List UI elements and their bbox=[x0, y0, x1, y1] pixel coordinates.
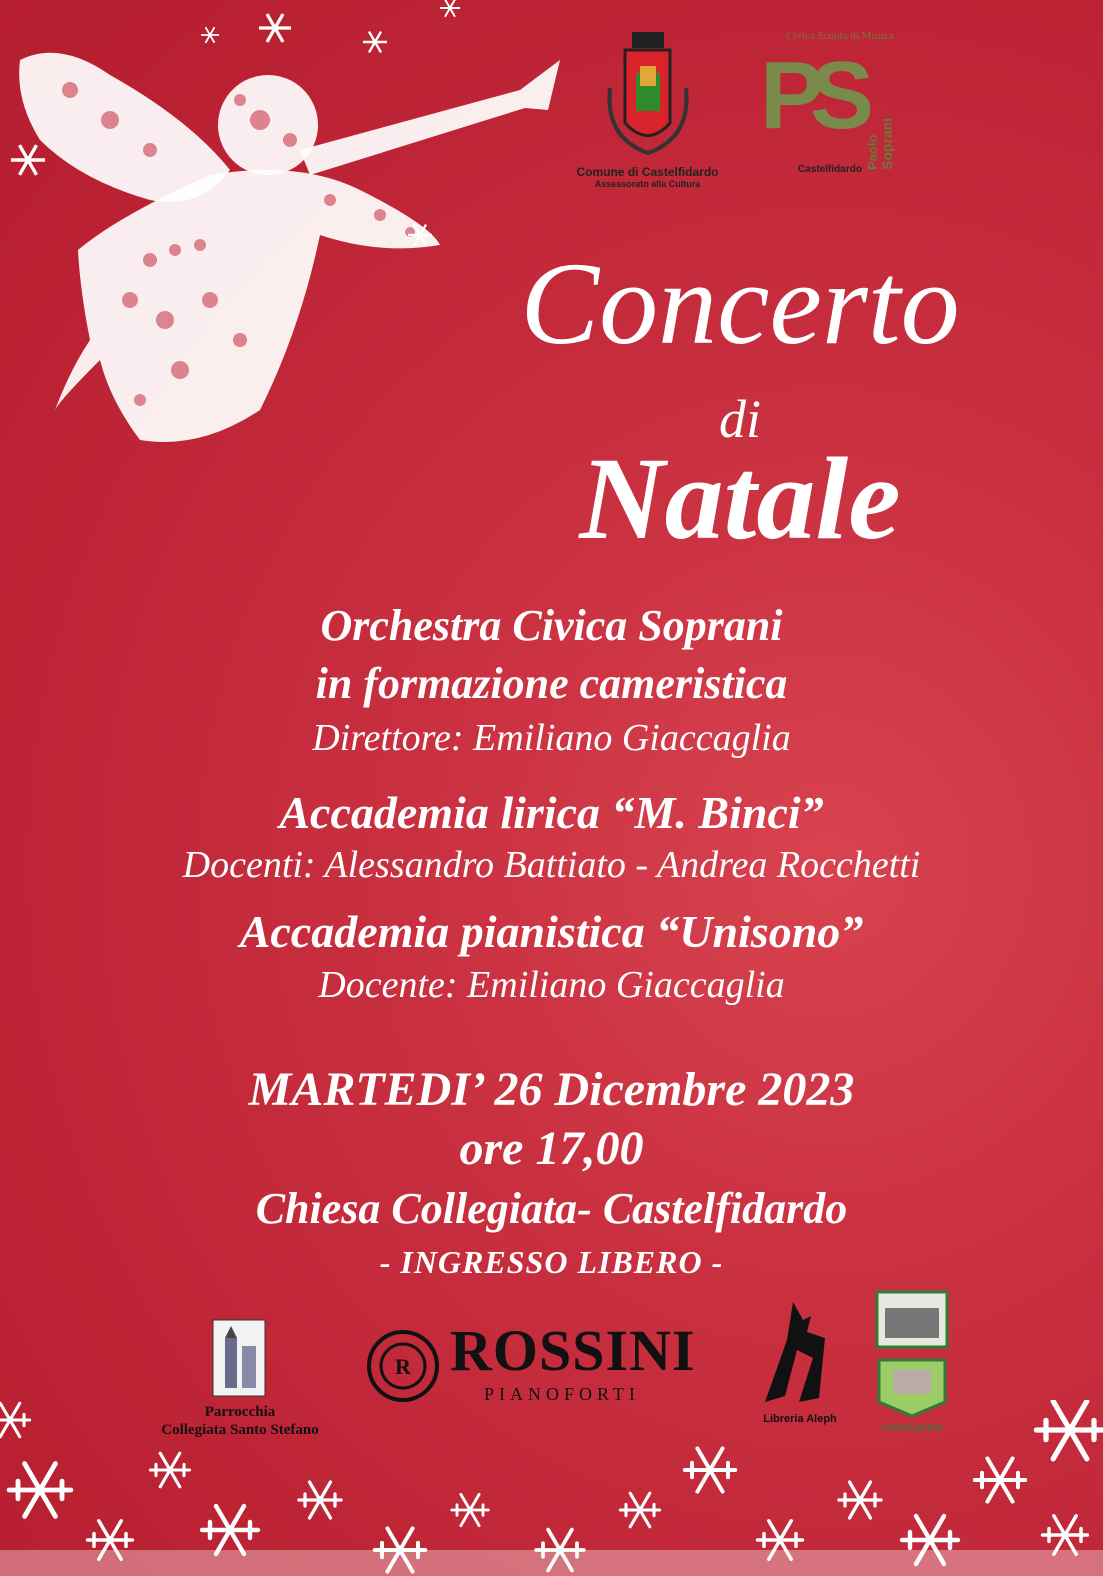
event-time: ore 17,00 bbox=[459, 1122, 644, 1175]
svg-text:R: R bbox=[395, 1354, 411, 1379]
title-natale: Natale bbox=[579, 433, 901, 564]
performer-3-name: Accademia pianistica “Unisono” bbox=[239, 906, 864, 957]
libreria-name: Libreria Aleph bbox=[763, 1413, 837, 1425]
libreria-logo bbox=[755, 1298, 845, 1425]
school-city: Castelfidardo bbox=[798, 164, 862, 175]
event-venue: Chiesa Collegiata- Castelfidardo bbox=[255, 1184, 848, 1233]
comune-crest-icon bbox=[570, 28, 725, 158]
title-di: di bbox=[718, 389, 761, 449]
school-name-1: Paolo bbox=[865, 134, 880, 170]
rossini-sub: PIANOFORTI bbox=[484, 1384, 640, 1404]
school-top: Civica Scuola di Musica bbox=[786, 30, 894, 42]
performer-2-name: Accademia lirica “M. Binci” bbox=[279, 787, 824, 838]
event-entry: - INGRESSO LIBERO - bbox=[379, 1244, 724, 1280]
fondazione-name: FONDAZIONE bbox=[881, 1423, 943, 1433]
parrocchia-logo bbox=[140, 1318, 340, 1439]
rossini-logo bbox=[362, 1318, 712, 1412]
performer-1-name-2: in formazione cameristica bbox=[315, 659, 788, 708]
school-monogram: PS bbox=[760, 42, 861, 149]
performer-3-role: Docente: Emiliano Giaccaglia bbox=[318, 964, 785, 1006]
performer-1-role: Direttore: Emiliano Giaccaglia bbox=[312, 717, 791, 759]
fondazione-emblem-icon bbox=[875, 1290, 950, 1418]
rossini-name: ROSSINI bbox=[450, 1318, 696, 1383]
title-concerto: Concerto bbox=[520, 238, 960, 369]
event-date: MARTEDI’ 26 Dicembre 2023 bbox=[248, 1063, 855, 1116]
parrocchia-line1: Parrocchia bbox=[204, 1404, 276, 1420]
school-logo bbox=[755, 30, 895, 180]
school-name-vertical bbox=[865, 70, 895, 170]
fondazione-logo bbox=[875, 1290, 950, 1433]
comune-logo bbox=[570, 28, 725, 188]
parrocchia-line2: Collegiata Santo Stefano bbox=[161, 1422, 319, 1438]
comune-sub: Assessorato alla Cultura bbox=[594, 179, 701, 189]
school-name-2: Soprani bbox=[879, 117, 895, 170]
lyre-emblem-icon bbox=[362, 1322, 444, 1410]
comune-name: Comune di Castelfidardo bbox=[576, 165, 719, 179]
performer-2-role: Docenti: Alessandro Battiato - Andrea Rocchetti bbox=[182, 844, 921, 886]
performer-1-name: Orchestra Civica Soprani bbox=[320, 601, 783, 650]
church-icon bbox=[140, 1318, 340, 1398]
aleph-figure-icon bbox=[755, 1298, 845, 1408]
